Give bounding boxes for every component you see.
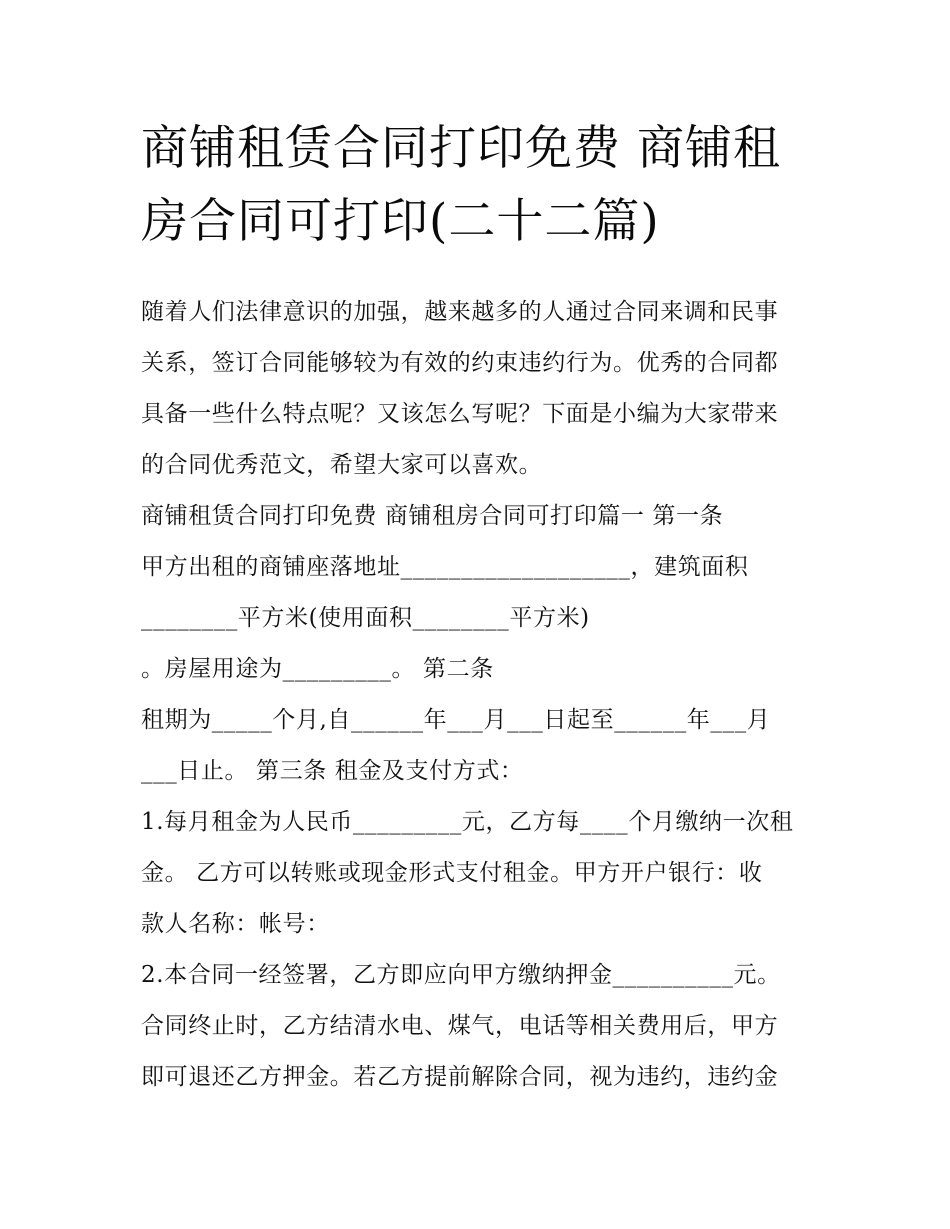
body-line: ________平方米(使用面积________平方米)	[141, 605, 590, 631]
body-line: 1.每月租金为人民币_________元，乙方每____个月缴纳一次租	[141, 809, 794, 835]
body-line: 即可退还乙方押金。若乙方提前解除合同，视为违约，违约金	[141, 1064, 779, 1090]
body-line: 款人名称：帐号：	[141, 911, 330, 937]
document-body	[141, 287, 813, 1103]
body-line: 。房屋用途为_________。 第二条	[141, 656, 494, 682]
body-line: 合同终止时，乙方结清水电、煤气，电话等相关费用后，甲方	[141, 1013, 779, 1039]
body-line: 的合同优秀范文，希望大家可以喜欢。	[141, 452, 543, 478]
body-line: 关系，签订合同能够较为有效的约束违约行为。优秀的合同都	[141, 350, 779, 376]
title-line: 房合同可打印(二十二篇)	[141, 194, 660, 249]
document-page	[141, 112, 813, 1103]
body-line: 具备一些什么特点呢？又该怎么写呢？下面是小编为大家带来	[141, 401, 779, 427]
section-heading-line: 商铺租赁合同打印免费 商铺租房合同可打印篇一 第一条	[141, 503, 724, 529]
body-line: 随着人们法律意识的加强，越来越多的人通过合同来调和民事	[141, 299, 779, 325]
body-line: 租期为_____个月,自______年___月___日起至______年___月	[141, 707, 771, 733]
title-line: 商铺租赁合同打印免费 商铺租	[141, 121, 781, 176]
body-line: 2.本合同一经签署，乙方即应向甲方缴纳押金__________元。	[141, 962, 781, 988]
document-title	[141, 112, 813, 258]
body-line: 金。 乙方可以转账或现金形式支付租金。甲方开户银行：收	[141, 860, 763, 886]
body-line: ___日止。 第三条 租金及支付方式：	[141, 758, 524, 784]
body-line: 甲方出租的商铺座落地址___________________，建筑面积	[141, 554, 749, 580]
